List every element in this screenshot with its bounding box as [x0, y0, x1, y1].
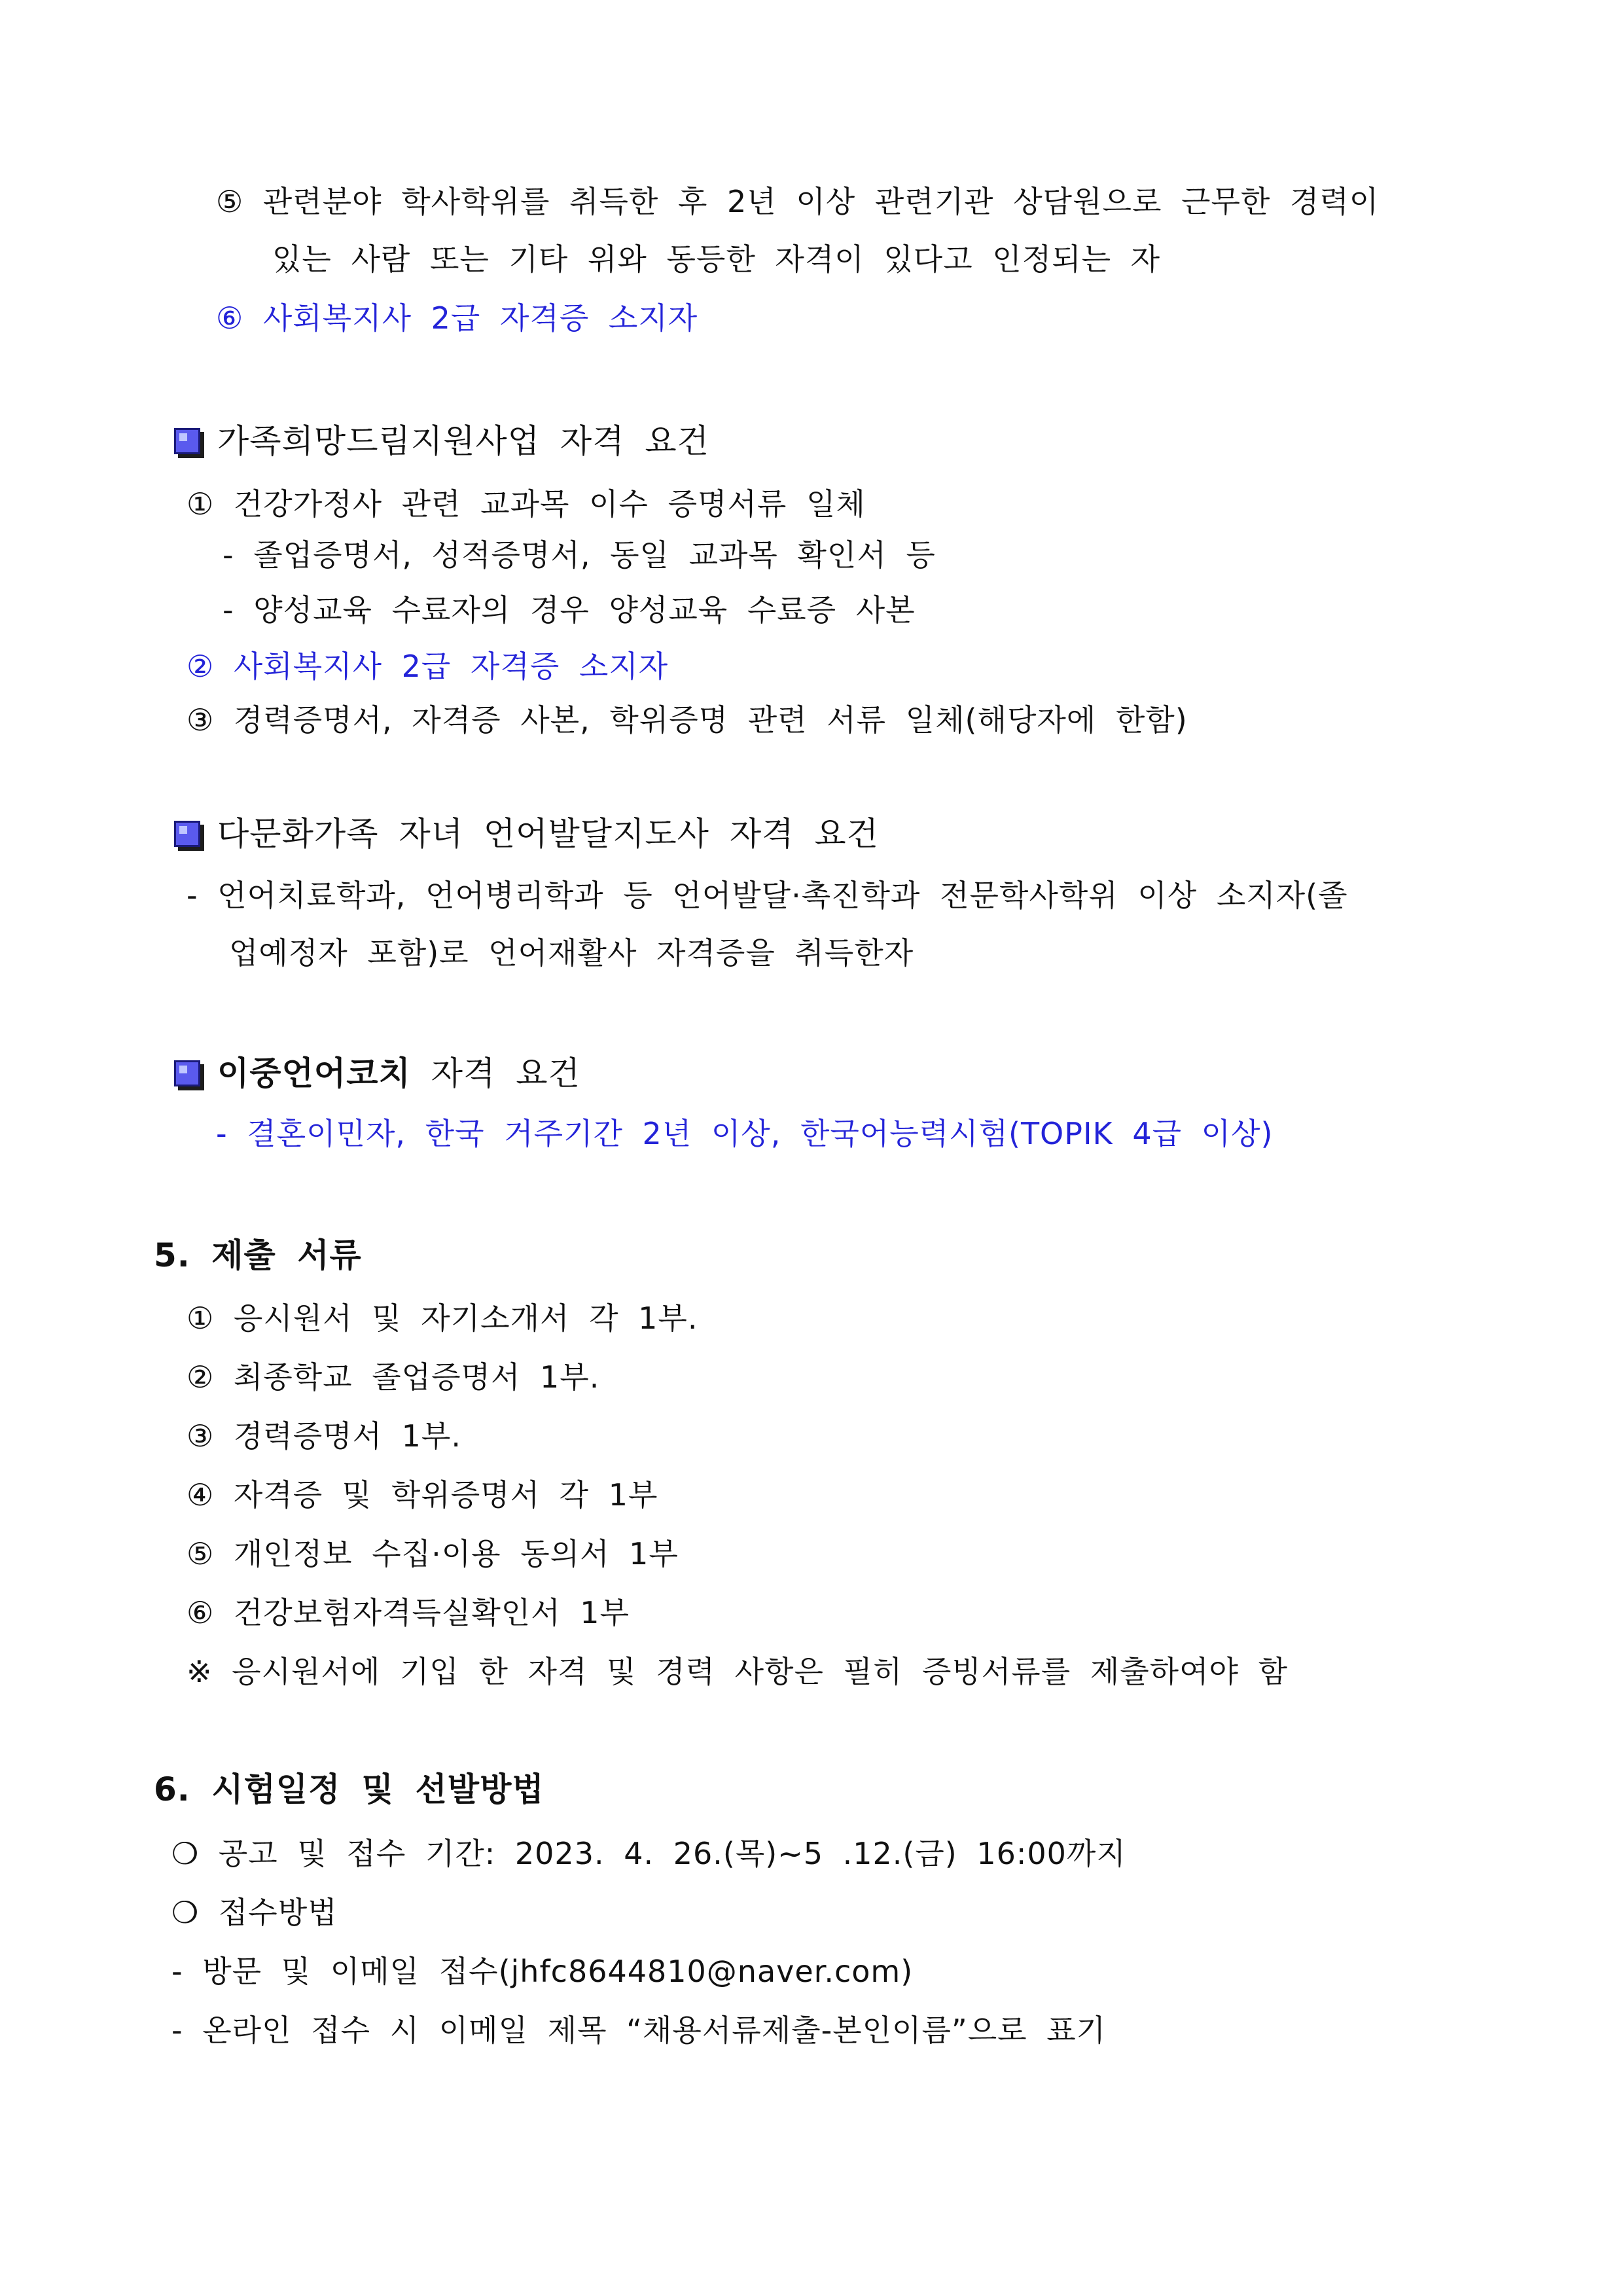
square-bullet-icon — [174, 1060, 200, 1086]
qualification-item-5-line2: 있는 사람 또는 기타 위와 동등한 자격이 있다고 인정되는 자 — [272, 242, 1161, 277]
section-5-item: ② 최종학교 졸업증명서 1부. — [187, 1359, 600, 1395]
family-hope-item-1: ① 건강가정사 관련 교과목 이수 증명서류 일체 — [187, 486, 866, 522]
bilingual-line-1: - 결혼이민자, 한국 거주기간 2년 이상, 한국어능력시험(TOPIK 4급 이상) — [216, 1116, 1274, 1151]
family-hope-item-3: ③ 경력증명서, 자격증 사본, 학위증명 관련 서류 일체(해당자에 한함) — [187, 702, 1188, 738]
family-hope-item-1-sub-2: - 양성교육 수료자의 경우 양성교육 수료증 사본 — [223, 592, 916, 628]
multicultural-line-2: 업예정자 포함)로 언어재활사 자격증을 취득한자 — [229, 935, 914, 971]
multicultural-line-1: - 언어치료학과, 언어병리학과 등 언어발달·촉진학과 전문학사학위 이상 소지자(졸 — [187, 878, 1348, 913]
section-5-item: ③ 경력증명서 1부. — [187, 1418, 461, 1454]
section-6-item: ❍ 공고 및 접수 기간: 2023. 4. 26.(목)~5 .12.(금) 16:00까지 — [171, 1836, 1126, 1871]
section-5-note: ※ 응시원서에 기입 한 자격 및 경력 사항은 필히 증빙서류를 제출하여야 함 — [187, 1654, 1289, 1689]
family-hope-item-2: ② 사회복지사 2급 자격증 소지자 — [187, 649, 669, 684]
qualification-item-6: ⑥ 사회복지사 2급 자격증 소지자 — [216, 300, 698, 336]
bilingual-heading-bold: 이중언어코치 — [217, 1054, 411, 1092]
section-6-item: ❍ 접수방법 — [171, 1895, 338, 1930]
section-6-item: - 방문 및 이메일 접수(jhfc8644810@naver.com) — [171, 1954, 914, 1989]
section-5-item: ⑤ 개인정보 수집·이용 동의서 1부 — [187, 1536, 679, 1571]
section-6-title: 6. 시험일정 및 선발방법 — [154, 1770, 544, 1808]
bilingual-heading — [174, 1054, 580, 1093]
section-6-item: - 온라인 접수 시 이메일 제목 “채용서류제출-본인이름”으로 표기 — [171, 2013, 1107, 2048]
section-5-item: ④ 자격증 및 학위증명서 각 1부 — [187, 1477, 658, 1513]
section-5-item: ① 응시원서 및 자기소개서 각 1부. — [187, 1300, 698, 1336]
square-bullet-icon — [174, 821, 200, 847]
family-hope-heading — [174, 422, 709, 461]
family-hope-item-1-sub-1: - 졸업증명서, 성적증명서, 동일 교과목 확인서 등 — [223, 537, 936, 573]
multicultural-heading — [174, 814, 879, 853]
qualification-item-5-line1: ⑤ 관련분야 학사학위를 취득한 후 2년 이상 관련기관 상담원으로 근무한 경력이 — [216, 184, 1380, 219]
section-5-item: ⑥ 건강보험자격득실확인서 1부 — [187, 1595, 630, 1630]
bilingual-heading-rest: 자격 요건 — [410, 1054, 580, 1092]
family-hope-heading-text: 가족희망드림지원사업 자격 요건 — [217, 422, 709, 460]
section-5-title: 5. 제출 서류 — [154, 1236, 362, 1274]
multicultural-heading-text: 다문화가족 자녀 언어발달지도사 자격 요건 — [217, 815, 879, 853]
square-bullet-icon — [174, 428, 200, 454]
